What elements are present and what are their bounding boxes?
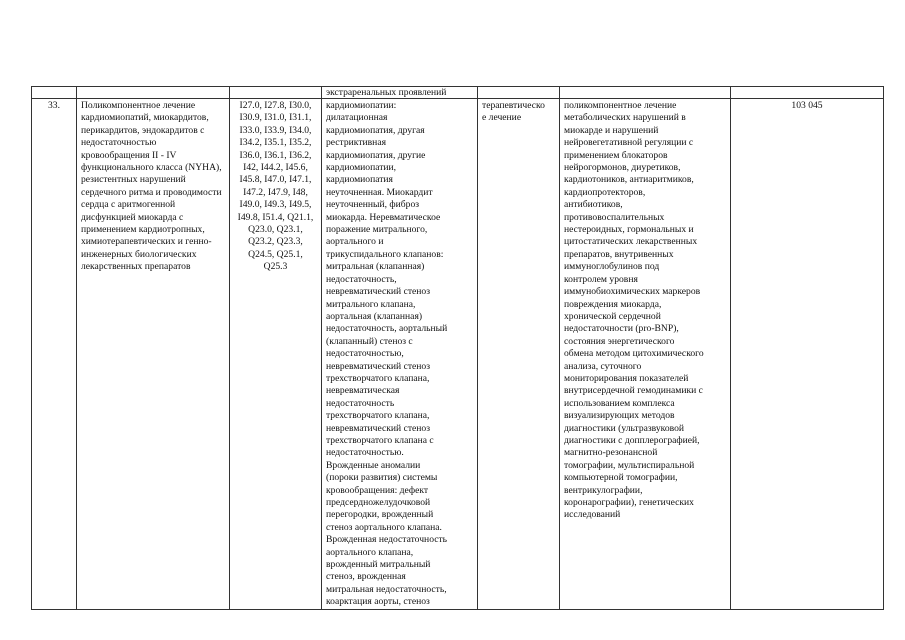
care-type-name: Поликомпонентное лечение кардиомиопатий, миокардитов, перикардитов, эндокардитов с недостаточностью кровообращения II - IV функционального класса (NYHA), резистентных нарушений сердечного ритма и проводимости сердца с аритмогенной дисфункцией миокарда с применением кардиотропных, химиотерапевтических и генно-инженерных биологических лекарственных препаратов: [77, 99, 230, 610]
cell-diagnosis-fragment: экстраренальных проявлений: [322, 87, 478, 99]
cell-method-empty: [560, 87, 731, 99]
cell-price-empty: [731, 87, 884, 99]
table-row-continuation: [32, 87, 884, 99]
cell-treatment-empty: [478, 87, 560, 99]
cell-number-empty: [32, 87, 77, 99]
cell-codes-empty: [230, 87, 322, 99]
medical-care-table: [31, 86, 884, 610]
table-row: [32, 99, 884, 610]
patient-diagnosis: кардиомиопатии: дилатационная кардиомиопатия, другая рестриктивная кардиомиопатия, другие кардиомиопатии, кардиомиопатия неуточненная. Миокардит неуточненный, фиброз миокарда. Неревматическое поражение митрального, аортального и трикуспидального клапанов: митральная (клапанная) недостаточность, невревматический стеноз митрального клапана, аортальная (клапанная) недостаточность, аортальный (клапанный) стеноз с недостаточностью, невревматический стеноз трехстворчатого клапана, невревматическая недостаточность трехстворчатого клапана, невревматический стеноз трехстворчатого клапана с недостаточностью. Врожденные аномалии (пороки развития) системы кровообращения: дефект предсердножелудочковой перегородки, врожденный стеноз аортального клапана. Врожденная недостаточность аортального клапана, врожденный митральный стеноз, врожденная митральная недостаточность, коарктация аорты, стеноз: [322, 99, 478, 610]
treatment-type: терапевтическо е лечение: [478, 99, 560, 610]
icd-codes: I27.0, I27.8, I30.0, I30.9, I31.0, I31.1, I33.0, I33.9, I34.0, I34.2, I35.1, I35.2, I36.0, I36.1, I36.2, I42, I44.2, I45.6, I45.8, I47.0, I47.1, I47.2, I47.9, I48, I49.0, I49.3, I49.5, I49.8, I51.4, Q21.1, Q23.0, Q23.1, Q23.2, Q23.3, Q24.5, Q25.1, Q25.3: [230, 99, 322, 610]
row-number: 33.: [32, 99, 77, 610]
cell-name-empty: [77, 87, 230, 99]
standard-cost: 103 045: [731, 99, 884, 610]
treatment-method: поликомпонентное лечение метаболических нарушений в миокарде и нарушений нейровегетативной регуляции с применением блокаторов нейрогормонов, диуретиков, кардиотоников, антиаритмиков, кардиопротекторов, антибиотиков, противовоспалительных нестероидных, гормональных и цитостатических лекарственных препаратов, внутривенных иммуноглобулинов под контролем уровня иммунобиохимических маркеров повреждения миокарда, хронической сердечной недостаточности (pro-BNP), состояния энергетического обмена методом цитохимического анализа, суточного мониторирования показателей внутрисердечной гемодинамики с использованием комплекса визуализирующих методов диагностики (ультразвуковой диагностики с допплерографией, магнитно-резонансной томографии, мультиспиральной компьютерной томографии, вентрикулографии, коронарографии), генетических исследований: [560, 99, 731, 610]
